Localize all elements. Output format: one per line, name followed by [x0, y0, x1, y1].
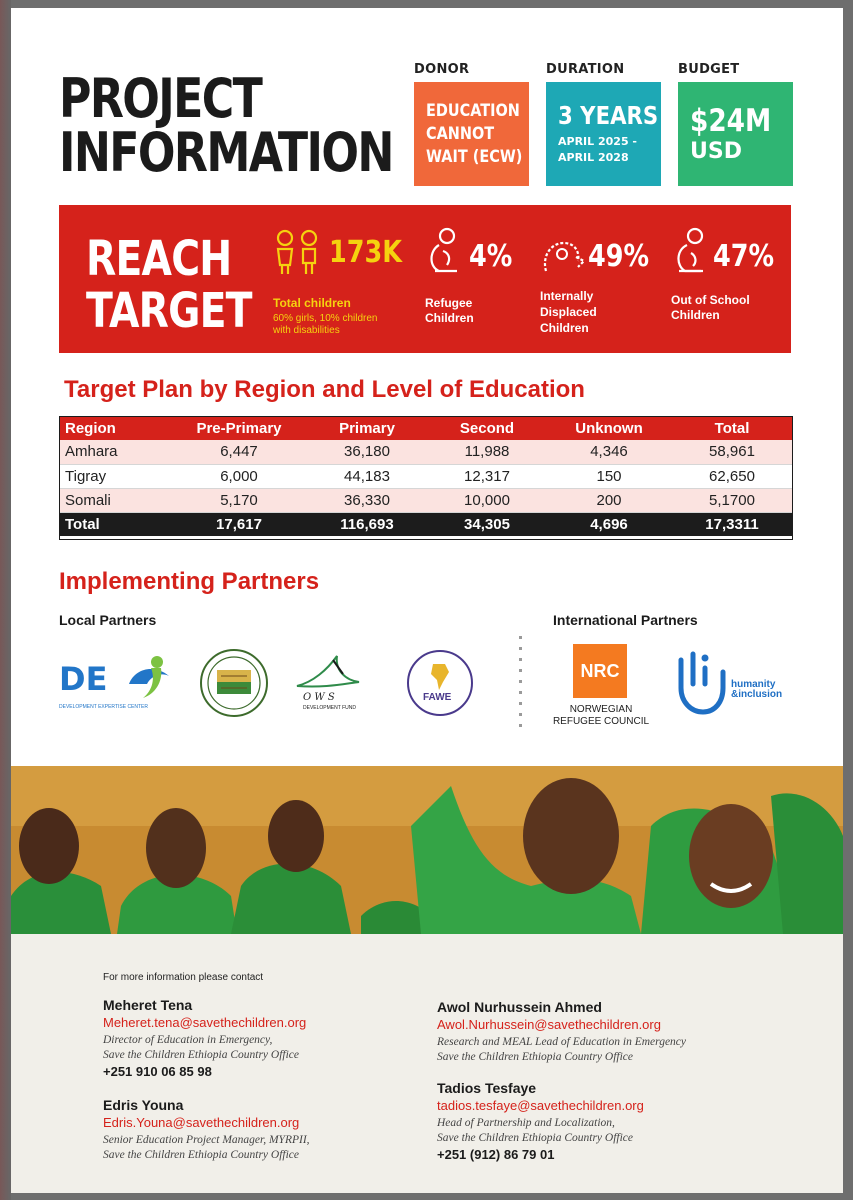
- dec-logo-subtext: DEVELOPMENT EXPERTISE CENTER: [59, 704, 149, 710]
- international-partners-label: International Partners: [553, 612, 698, 628]
- refugee-label-1: Refugee: [425, 296, 473, 310]
- contact-email[interactable]: Meheret.tena@savethechildren.org: [103, 1015, 307, 1030]
- cell-total-primary: 116,693: [307, 512, 427, 536]
- cell-pre-primary: 6,447: [171, 440, 307, 464]
- table-row: [59, 464, 793, 488]
- duration-end: APRIL 2028: [558, 151, 629, 164]
- refugee-value: 4%: [469, 239, 513, 274]
- cell-unknown: 200: [547, 488, 671, 512]
- cell-total-pre-primary: 17,617: [171, 512, 307, 536]
- reach-title-line-2: TARGET: [86, 283, 252, 339]
- contact-phone[interactable]: +251 (912) 86 79 01: [437, 1147, 555, 1162]
- fawe-logo-text: FAWE: [423, 692, 452, 703]
- refugee-child-icon: [425, 227, 465, 277]
- displaced-child-icon: [540, 227, 588, 277]
- total-children-sub-1: 60% girls, 10% children: [273, 313, 378, 324]
- ows-logo-subtext: DEVELOPMENT FUND: [303, 705, 356, 711]
- target-plan-table: [59, 416, 793, 536]
- out-of-school-label-1: Out of School: [671, 293, 750, 307]
- ows-logo: [293, 652, 377, 714]
- cell-second: 12,317: [427, 464, 547, 488]
- children-pair-icon: [273, 229, 323, 277]
- title-line-1: PROJECT: [59, 67, 262, 130]
- contact-office: Save the Children Ethiopia Country Office: [103, 1149, 299, 1161]
- contact-email[interactable]: Awol.Nurhussein@savethechildren.org: [437, 1017, 661, 1032]
- budget-box: [678, 82, 793, 186]
- dec-logo: [59, 654, 177, 712]
- cell-second: 10,000: [427, 488, 547, 512]
- budget-label: BUDGET: [678, 62, 740, 77]
- contact-office: Save the Children Ethiopia Country Office: [437, 1051, 633, 1063]
- contact-email[interactable]: tadios.tesfaye@savethechildren.org: [437, 1098, 644, 1113]
- stat-idp: [540, 227, 660, 342]
- regional-seal-logo: [199, 648, 269, 718]
- table-header-row: [59, 416, 793, 440]
- hi-logo-line-1: humanity: [731, 679, 776, 690]
- stat-total-children: [273, 229, 413, 339]
- cell-pre-primary: 5,170: [171, 488, 307, 512]
- cell-region: Somali: [59, 488, 171, 512]
- table-row: [59, 488, 793, 512]
- table-total-row: [59, 512, 793, 536]
- cell-unknown: 4,346: [547, 440, 671, 464]
- duration-block: [546, 62, 661, 186]
- hi-logo-line-2: &inclusion: [731, 689, 783, 700]
- fawe-africa-icon: [429, 662, 451, 692]
- nrc-logo: [551, 644, 661, 734]
- local-partners-label: Local Partners: [59, 612, 157, 628]
- donor-line-2: CANNOT: [426, 123, 495, 144]
- reach-target-band: [59, 205, 791, 353]
- cell-total-total: 17,3311: [671, 512, 793, 536]
- project-info-sheet: [11, 8, 843, 1193]
- humanity-inclusion-logo: [675, 650, 795, 720]
- budget-currency: USD: [690, 139, 742, 164]
- col-unknown: Unknown: [547, 416, 671, 440]
- dec-logo-text: DE: [59, 660, 108, 698]
- cell-total-unknown: 4,696: [547, 512, 671, 536]
- cell-primary: 36,180: [307, 440, 427, 464]
- col-total: Total: [671, 416, 793, 440]
- budget-block: [678, 62, 793, 186]
- cell-total: 5,1700: [671, 488, 793, 512]
- contact-role: Director of Education in Emergency,: [103, 1034, 273, 1046]
- total-children-label: Total children: [273, 296, 351, 310]
- duration-start: APRIL 2025 -: [558, 135, 637, 148]
- nrc-logo-line-1: NORWEGIAN: [569, 704, 633, 715]
- duration-label: DURATION: [546, 62, 625, 77]
- idp-label-3: Children: [540, 321, 589, 335]
- nrc-logo-mark: NRC: [573, 644, 627, 698]
- col-primary: Primary: [307, 416, 427, 440]
- fawe-logo: [407, 650, 473, 716]
- page-title: [59, 67, 393, 184]
- donor-line-3: WAIT (ECW): [426, 146, 523, 167]
- col-second: Second: [427, 416, 547, 440]
- reach-title-line-1: REACH: [86, 231, 232, 287]
- contact-office: Save the Children Ethiopia Country Office: [103, 1049, 299, 1061]
- contact-name: Tadios Tesfaye: [437, 1080, 537, 1096]
- cell-primary: 36,330: [307, 488, 427, 512]
- nrc-logo-line-2: REFUGEE COUNCIL: [552, 716, 650, 727]
- stat-refugee: [425, 227, 535, 337]
- cell-total-label: Total: [59, 512, 171, 536]
- cell-total: 58,961: [671, 440, 793, 464]
- refugee-label-2: Children: [425, 311, 474, 325]
- ows-bird-icon: [293, 652, 377, 692]
- partners-divider: [519, 636, 522, 732]
- reach-title: [86, 233, 252, 337]
- cell-unknown: 150: [547, 464, 671, 488]
- idp-label-2: Displaced: [540, 305, 597, 319]
- out-of-school-child-icon: [671, 227, 711, 277]
- ows-logo-text: O W S: [303, 692, 335, 703]
- contact-section: [11, 934, 843, 1193]
- table-row: [59, 440, 793, 464]
- total-children-value: 173K: [329, 235, 402, 270]
- out-of-school-label-2: Children: [671, 308, 720, 322]
- idp-label-1: Internally: [540, 289, 594, 303]
- classroom-photo: [11, 766, 843, 934]
- cell-region: Amhara: [59, 440, 171, 464]
- contact-phone[interactable]: +251 910 06 85 98: [103, 1064, 212, 1079]
- contact-email[interactable]: Edris.Youna@savethechildren.org: [103, 1115, 300, 1130]
- contact-name: Meheret Tena: [103, 997, 193, 1013]
- col-region: Region: [59, 416, 171, 440]
- cell-second: 11,988: [427, 440, 547, 464]
- stat-out-of-school: [671, 227, 789, 337]
- children-in-classroom-image: [11, 766, 843, 934]
- duration-value: 3 YEARS: [558, 101, 659, 130]
- total-children-sub-2: with disabilities: [273, 325, 340, 336]
- contact-role: Head of Partnership and Localization,: [437, 1117, 615, 1129]
- contact-name: Awol Nurhussein Ahmed: [437, 999, 602, 1015]
- contact-role: Research and MEAL Lead of Education in Emergency: [437, 1036, 687, 1048]
- donor-line-1: EDUCATION: [426, 100, 520, 121]
- page-edge-shadow: [0, 0, 11, 1200]
- donor-box: [414, 82, 529, 186]
- partners-title: Implementing Partners: [59, 568, 320, 595]
- col-pre-primary: Pre-Primary: [171, 416, 307, 440]
- donor-block: [414, 62, 529, 186]
- cell-region: Tigray: [59, 464, 171, 488]
- contact-office: Save the Children Ethiopia Country Office: [437, 1132, 633, 1144]
- contact-name: Edris Youna: [103, 1097, 184, 1113]
- cell-pre-primary: 6,000: [171, 464, 307, 488]
- title-line-2: INFORMATION: [59, 121, 393, 184]
- budget-value: $24M: [690, 103, 772, 139]
- hand-icon: [675, 650, 727, 716]
- contact-role: Senior Education Project Manager, MYRPII,: [103, 1134, 310, 1146]
- target-plan-title: Target Plan by Region and Level of Education: [64, 376, 585, 403]
- duration-box: [546, 82, 661, 186]
- cell-primary: 44,183: [307, 464, 427, 488]
- dec-figure-icon: [121, 654, 177, 702]
- idp-value: 49%: [588, 239, 650, 274]
- donor-label: DONOR: [414, 62, 470, 77]
- contact-intro: For more information please contact: [103, 972, 264, 983]
- out-of-school-value: 47%: [713, 239, 775, 274]
- cell-total-second: 34,305: [427, 512, 547, 536]
- cell-total: 62,650: [671, 464, 793, 488]
